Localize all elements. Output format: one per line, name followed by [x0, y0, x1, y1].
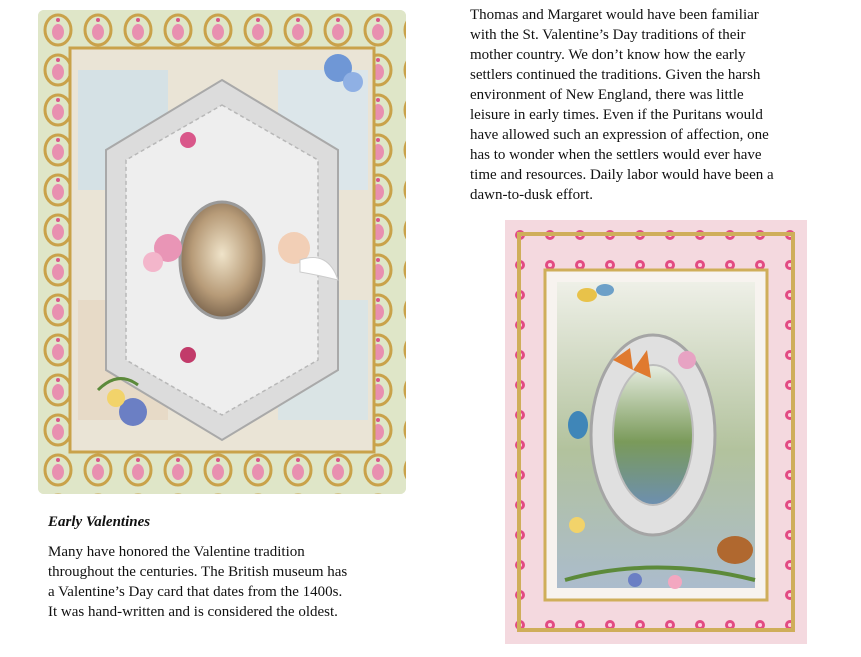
caption-paragraph: [48, 542, 408, 622]
text-line: Many have honored the Valentine tradition: [48, 544, 305, 560]
section-heading: Early Valentines: [48, 514, 151, 530]
text-line: has to wonder when the settlers would ever have: [470, 147, 762, 163]
text-line: time and resources. Daily labor would have been a: [470, 167, 774, 183]
text-line: have allowed such an expression of affection, one: [470, 127, 769, 143]
valentine-card-image-right: [505, 220, 807, 644]
text-line: a Valentine’s Day card that dates from the 1400s.: [48, 584, 343, 600]
text-line: environment of New England, there was little: [470, 87, 744, 103]
history-paragraph: [470, 5, 840, 205]
lace-card-illustration-left: [38, 10, 406, 494]
text-line: mother country. We don’t know how the early: [470, 47, 746, 63]
text-line: It was hand-written and is considered the oldest.: [48, 604, 338, 620]
lace-card-illustration-right: [505, 220, 807, 644]
text-line: leisure in early times. Even if the Puritans would: [470, 107, 763, 123]
text-line: dawn-to-dusk effort.: [470, 187, 594, 203]
text-line: throughout the centuries. The British museum has: [48, 564, 348, 580]
valentine-card-image-left: [38, 10, 406, 494]
text-line: Thomas and Margaret would have been familiar: [470, 7, 759, 23]
text-line: with the St. Valentine’s Day traditions of their: [470, 27, 746, 43]
text-line: settlers continued the traditions. Given the harsh: [470, 67, 761, 83]
